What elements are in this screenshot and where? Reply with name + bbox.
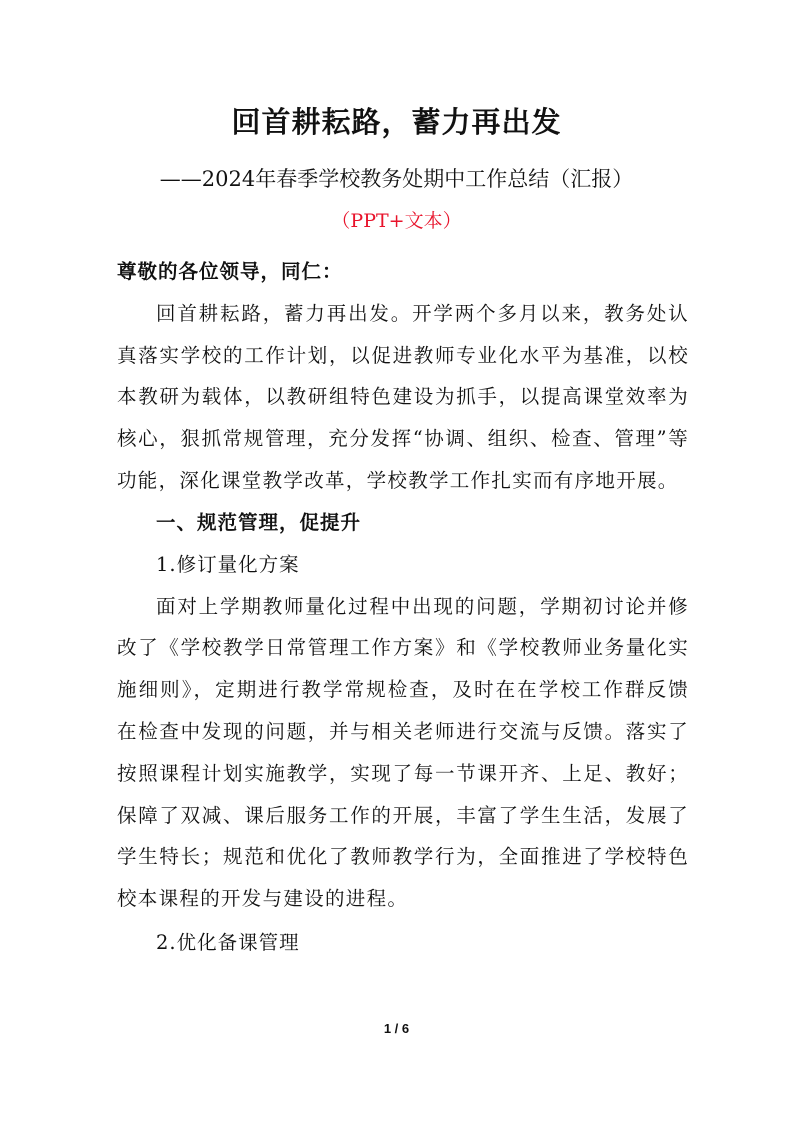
salutation: 尊敬的各位领导，同仁： — [117, 260, 343, 283]
document-body — [117, 251, 689, 964]
intro-paragraph: 回首耕耘路，蓄力再出发。开学两个多月以来，教务处认真落实学校的工作计划，以促进教师专业化水平为基准，以校本教研为载体，以教研组特色建设为抓手，以提高课堂效率为核心，狠抓常规管理，充分发挥“协调、组织、检查、管理”等功能，深化课堂教学改革，学校教学工作扎实而有序地开展。 — [117, 301, 689, 492]
document-subtitle: ——2024年春季学校教务处期中工作总结（汇报） — [159, 167, 634, 191]
document-title: 回首耕耘路，蓄力再出发 — [231, 105, 562, 139]
format-note: （PPT+文本） — [331, 210, 462, 232]
subsection-heading-2: 2.优化备课管理 — [156, 930, 300, 954]
subsection-paragraph-1: 面对上学期教师量化过程中出现的问题，学期初讨论并修改了《学校教学日常管理工作方案》和《学校教师业务量化实施细则》，定期进行教学常规检查，及时在在学校工作群反馈在检查中发现的问题，并与相关老师进行交流与反馈。落实了按照课程计划实施教学，实现了每一节课开齐、上足、教好；保障了双减、课后服务工作的开展，丰富了学生生活，发展了学生特长；规范和优化了教师教学行为，全面推进了学校特色校本课程的开发与建设的进程。 — [117, 594, 689, 911]
subsection-heading-1: 1.修订量化方案 — [156, 552, 300, 576]
page-number: 1 / 6 — [383, 1021, 410, 1036]
section-heading-1: 一、规范管理，促提升 — [156, 510, 362, 534]
